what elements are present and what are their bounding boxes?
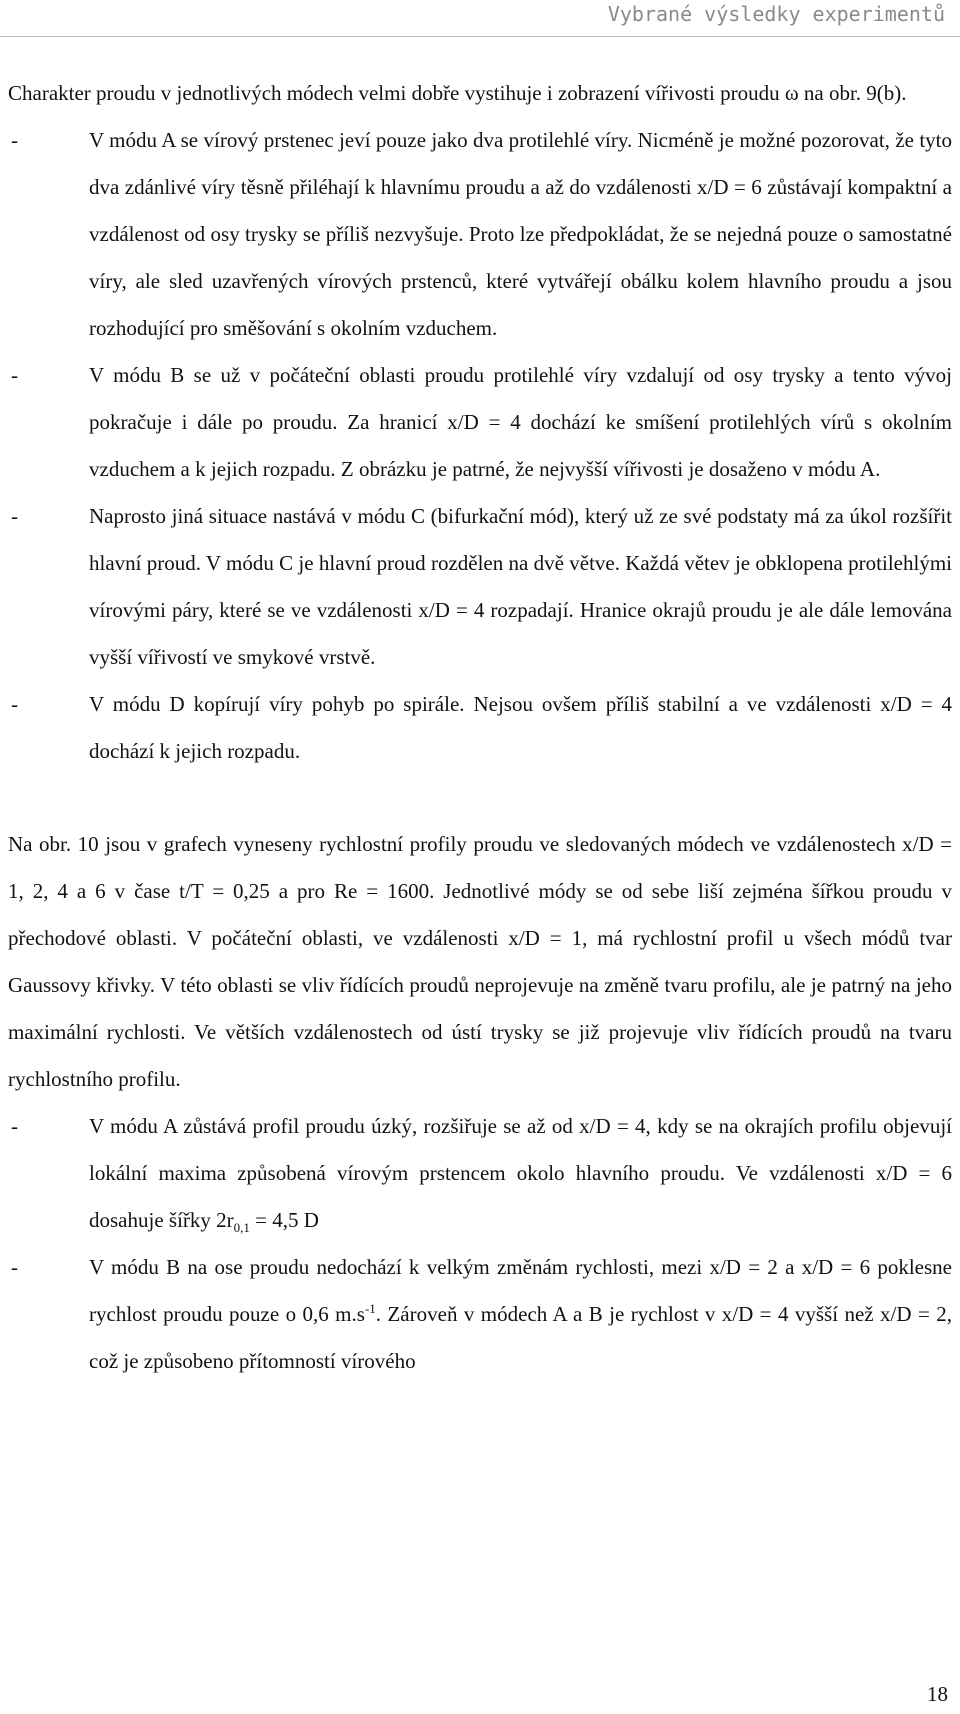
page-number: 18 bbox=[927, 1682, 948, 1706]
bullet-text: V módu D kopírují víry pohyb po spirále. Nejsou ovšem příliš stabilní a ve vzdálenosti x/D = 4 dochází k jejich rozpadu. bbox=[89, 692, 952, 763]
bullet-text-end: . Zároveň v módech A a B je rychlost v x/D = 4 vyšší než x/D = 2, což je způsobeno přítomností vírového bbox=[89, 1302, 953, 1373]
superscript: -1 bbox=[364, 1301, 376, 1316]
bullet-dash: - bbox=[11, 1114, 18, 1138]
bullet-dash: - bbox=[11, 363, 18, 387]
bullet-mode-b-profile bbox=[8, 1244, 952, 1385]
bullet-text: V módu A zůstává profil proudu úzký, rozšiřuje se až od x/D = 4, kdy se na okrajích profilu objevují lokální maxima způsobená vírovým prstencem okolo hlavního proudu. Ve vzdálenosti x/D = 6 dosahuje šířky 2r bbox=[89, 1114, 952, 1232]
paragraph-velocity-profiles: Na obr. 10 jsou v grafech vyneseny rychlostní profily proudu ve sledovaných módech ve vzdálenostech x/D = 1, 2, 4 a 6 v čase t/T = 0,25 a pro Re = 1600. Jednotlivé módy se od sebe liší zejména šířkou proudu v přechodové oblasti. V počáteční oblasti, ve vzdálenosti x/D = 1, má rychlostní profil u všech módů tvar Gaussovy křivky. V této oblasti se vliv řídících proudů neprojevuje na změně tvaru profilu, ale je patrný na jeho maximální rychlosti. Ve větších vzdálenostech od ústí trysky se již projevuje vliv řídících proudů na tvaru rychlostního profilu. bbox=[8, 832, 952, 1091]
bullet-text: Naprosto jiná situace nastává v módu C (bifurkační mód), který už ze své podstaty má za úkol rozšířit hlavní proud. V módu C je hlavní proud rozdělen na dvě větve. Každá větev je obklopena protilehlými vírovými páry, které se ve vzdálenosti x/D = 4 rozpadají. Hranice okrajů proudu je ale dále lemována vyšší vířivostí ve smykové vrstvě. bbox=[89, 504, 952, 669]
bullet-mode-a-vorticity bbox=[8, 117, 952, 352]
bullet-text: V módu A se vírový prstenec jeví pouze jako dva protilehlé víry. Nicméně je možné pozorovat, že tyto dva zdánlivé víry těsně přiléhají k hlavnímu proudu a až do vzdálenosti x/D = 6 zůstávají kompaktní a vzdálenost od osy trysky se příliš nezvyšuje. Proto lze předpokládat, že se nejedná pouze o samostatné víry, ale sled uzavřených vírových prstenců, které vytvářejí obálku kolem hlavního proudu a jsou rozhodující pro směšování s okolním vzduchem. bbox=[89, 128, 952, 340]
subscript: 0,1 bbox=[233, 1220, 250, 1236]
bullet-text: V módu B na ose proudu nedochází k velkým změnám rychlosti, mezi x/D = 2 a x/D = 6 poklesne rychlost proudu pouze o 0,6 m.s bbox=[89, 1255, 952, 1326]
running-header: Vybrané výsledky experimentů bbox=[607, 2, 945, 26]
bullet-mode-d-vorticity bbox=[8, 681, 952, 775]
bullet-dash: - bbox=[11, 128, 18, 152]
bullet-mode-c-vorticity bbox=[8, 493, 952, 681]
paragraph-vorticity-intro: Charakter proudu v jednotlivých módech velmi dobře vystihuje i zobrazení vířivosti proudu ω na obr. 9(b). bbox=[8, 81, 907, 105]
page-body bbox=[8, 70, 952, 1385]
header-rule bbox=[0, 36, 960, 37]
bullet-dash: - bbox=[11, 692, 18, 716]
bullet-mode-b-vorticity bbox=[8, 352, 952, 493]
bullet-dash: - bbox=[11, 1255, 18, 1279]
bullet-text-end: = 4,5 D bbox=[249, 1208, 319, 1232]
bullet-mode-a-profile bbox=[8, 1103, 952, 1244]
bullet-text: V módu B se už v počáteční oblasti proudu protilehlé víry vzdalují od osy trysky a tento vývoj pokračuje i dále po proudu. Za hranicí x/D = 4 dochází ke smíšení protilehlých vírů s okolním vzduchem a k jejich rozpadu. Z obrázku je patrné, že nejvyšší vířivosti je dosaženo v módu A. bbox=[89, 363, 952, 481]
bullet-dash: - bbox=[11, 504, 18, 528]
